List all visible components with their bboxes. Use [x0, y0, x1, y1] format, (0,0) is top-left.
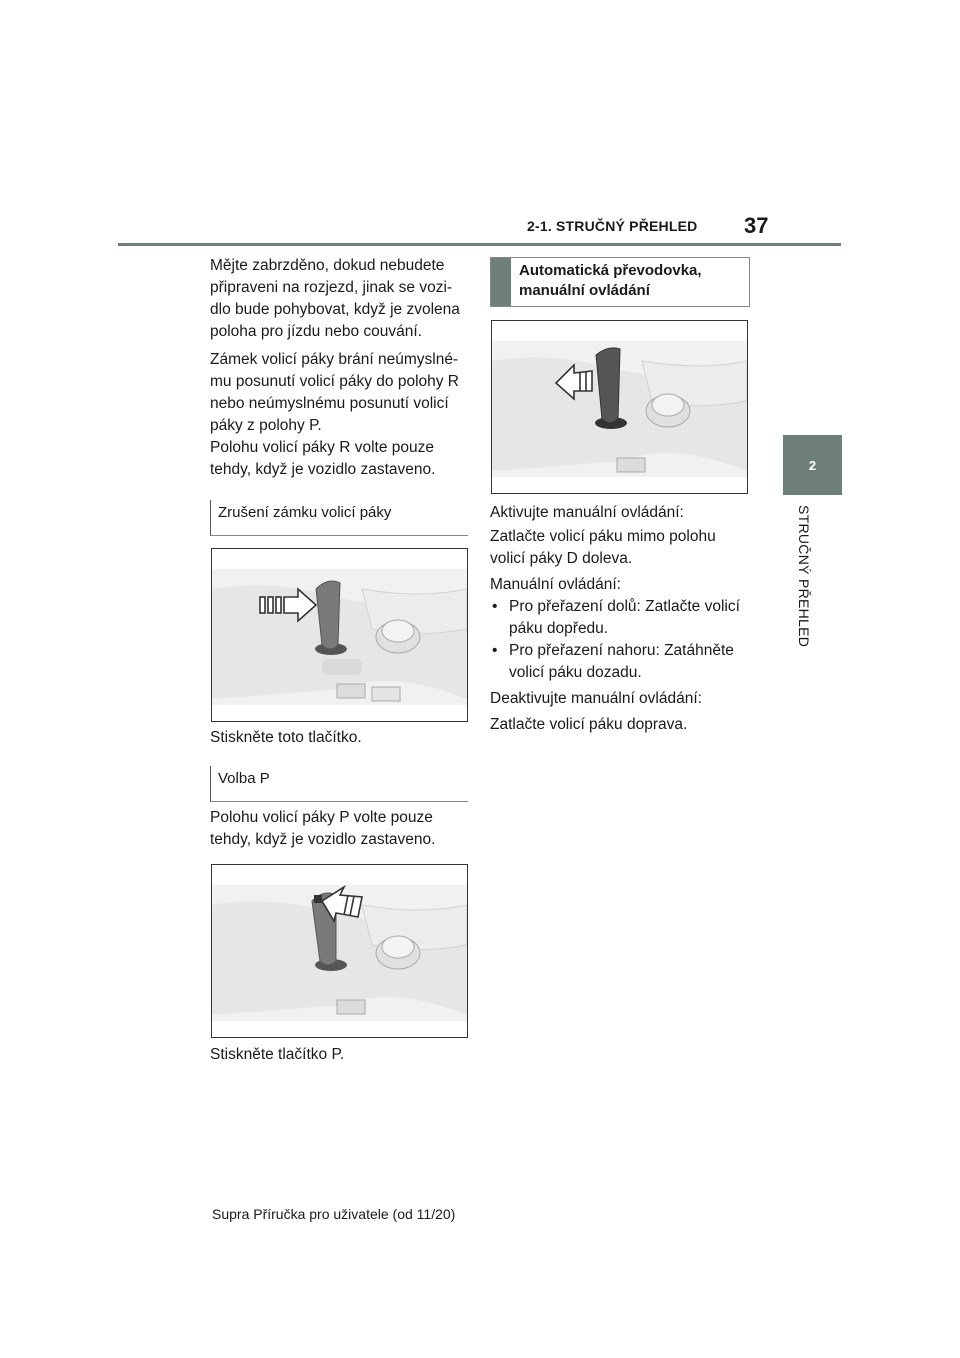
list-item — [490, 596, 752, 640]
paragraph-push-left — [490, 526, 752, 570]
text-line: připraveni na rozjezd, jinak se vozi- — [210, 279, 453, 296]
heading-manual-mode — [490, 257, 750, 307]
text-line: Zatlačte volicí páku doprava. — [490, 716, 688, 733]
header-rule — [118, 243, 841, 246]
text-line: Deaktivujte manuální ovládání: — [490, 690, 702, 707]
heading-text — [511, 258, 710, 306]
paragraph-activate — [490, 502, 752, 524]
paragraph-deactivate — [490, 688, 752, 710]
heading-line: manuální ovládání — [519, 282, 650, 299]
heading-line: Automatická převodovka, — [519, 262, 702, 279]
text-line: volicí páky D doleva. — [490, 550, 633, 567]
caption-text: Stiskněte tlačítko P. — [210, 1046, 345, 1063]
chapter-number: 2 — [808, 457, 817, 473]
text-line: tehdy, když je vozidlo zastaveno. — [210, 461, 436, 478]
text-line: Polohu volicí páky P volte pouze — [210, 809, 433, 826]
paragraph-brake — [210, 255, 472, 343]
paragraph-position-r — [210, 437, 472, 481]
chapter-side-label: STRUČNÝ PŘEHLED — [796, 505, 812, 648]
text-line: Aktivujte manuální ovládání: — [490, 504, 684, 521]
gear-lever-illustration — [492, 321, 747, 493]
figure-manual-mode — [491, 320, 748, 494]
caption-p-button — [210, 1044, 472, 1066]
paragraph-position-p — [210, 807, 472, 851]
text-line: mu posunutí volicí páky do polohy R — [210, 373, 459, 390]
text-line: páku dopředu. — [509, 620, 609, 637]
chapter-tab — [783, 435, 842, 495]
text-line: volicí páku dozadu. — [509, 664, 642, 681]
subsection-heading-lock-release: Zrušení zámku volicí páky — [210, 500, 468, 536]
text-line: Manuální ovládání: — [490, 576, 621, 593]
text-line: Pro přeřazení nahoru: Zatáhněte — [509, 642, 734, 659]
text-line: nebo neúmyslnému posunutí volicí — [210, 395, 449, 412]
caption-lock-release — [210, 727, 472, 749]
text-line: Mějte zabrzděno, dokud nebudete — [210, 257, 445, 274]
figure-lock-release — [211, 548, 468, 722]
text-line: dlo bude pohybovat, když je zvolena — [210, 301, 460, 318]
text-line: Zatlačte volicí páku mimo polohu — [490, 528, 716, 545]
gear-lever-illustration — [212, 549, 467, 721]
paragraph-lock — [210, 349, 472, 437]
text-line: Zámek volicí páky brání neúmyslné- — [210, 351, 459, 368]
heading-accent-bar — [491, 258, 511, 306]
text-line: Pro přeřazení dolů: Zatlačte volicí — [509, 598, 740, 615]
paragraph-manual — [490, 574, 752, 596]
paragraph-push-right — [490, 714, 752, 736]
section-title: 2-1. STRUČNÝ PŘEHLED — [527, 218, 698, 234]
text-line: poloha pro jízdu nebo couvání. — [210, 323, 422, 340]
figure-p-button — [211, 864, 468, 1038]
subsection-heading-select-p: Volba P — [210, 766, 468, 802]
footer-text: Supra Příručka pro uživatele (od 11/20) — [212, 1206, 456, 1222]
text-line: páky z polohy P. — [210, 417, 322, 434]
gear-lever-illustration — [212, 865, 467, 1037]
caption-text: Stiskněte toto tlačítko. — [210, 729, 362, 746]
bullet-list — [490, 596, 752, 684]
list-item — [490, 640, 752, 684]
text-line: Polohu volicí páky R volte pouze — [210, 439, 435, 456]
text-line: tehdy, když je vozidlo zastaveno. — [210, 831, 436, 848]
page-number: 37 — [744, 213, 769, 238]
